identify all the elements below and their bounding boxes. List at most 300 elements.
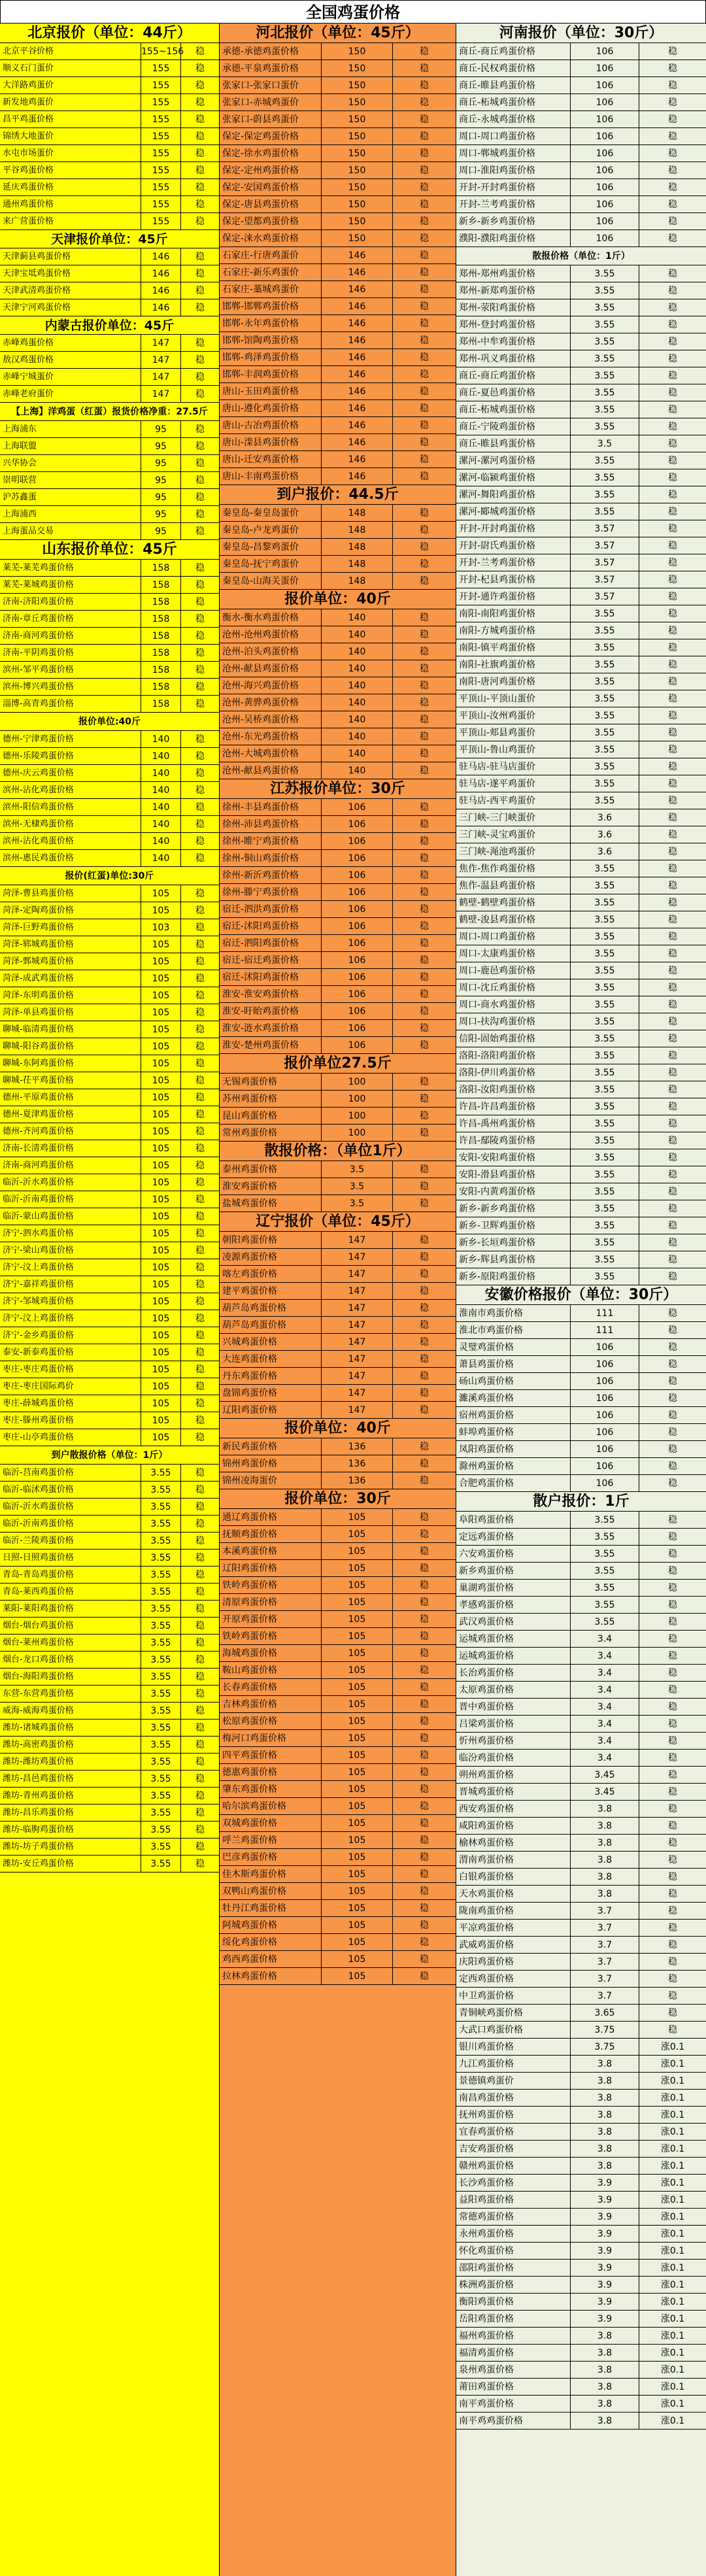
- trend-status: 稳: [195, 1791, 205, 1801]
- location-name: 巴彦鸡蛋价格: [220, 1849, 322, 1865]
- location-name: 呼兰鸡蛋价格: [220, 1832, 322, 1848]
- trend-status: 稳: [420, 1784, 429, 1795]
- location-name: 开封-尉氏鸡蛋价格: [456, 537, 571, 554]
- trend-status: 稳: [195, 1364, 205, 1375]
- price-value: 146: [322, 281, 393, 297]
- price-value: 146: [322, 417, 393, 433]
- price-value: 3.6: [571, 843, 639, 860]
- trend-status: 稳: [420, 1750, 429, 1761]
- price-value: 3.55: [571, 1047, 639, 1064]
- price-value: 3.55: [571, 911, 639, 928]
- price-row: [220, 94, 456, 111]
- price-row: [456, 2107, 706, 2124]
- price-row: [456, 435, 706, 452]
- location-name: 沧州-大城鸡蛋价格: [220, 745, 322, 762]
- trend-status: 涨0.1: [660, 2382, 685, 2392]
- location-name: 青岛-莱西鸡蛋价格: [0, 1584, 141, 1600]
- price-value: 105: [141, 1208, 181, 1225]
- trend-status: 稳: [420, 1235, 429, 1246]
- price-value: 146: [322, 298, 393, 314]
- trend-status: 涨0.1: [660, 2229, 685, 2239]
- price-row: [456, 265, 706, 282]
- price-value: 3.55: [571, 775, 639, 792]
- location-name: 驻马店-遂平鸡蛋价: [456, 775, 571, 792]
- location-name: 烟台-烟台鸡蛋价格: [0, 1618, 141, 1634]
- price-value: 3.55: [141, 1686, 181, 1702]
- price-row: [456, 1767, 706, 1784]
- location-name: 安阳-安阳鸡蛋价格: [456, 1149, 571, 1166]
- price-row: [220, 1509, 456, 1526]
- location-name: 菏泽-定陶鸡蛋价格: [0, 902, 141, 919]
- trend-status: 稳: [420, 1354, 429, 1364]
- price-value: 147: [322, 1266, 393, 1282]
- location-name: 平顶山-平顶山蛋价: [456, 690, 571, 707]
- location-name: 信阳-固始鸡蛋价格: [456, 1030, 571, 1047]
- trend-status: 稳: [668, 320, 677, 330]
- location-name: 泰州鸡蛋价格: [220, 1161, 322, 1178]
- location-name: 永州鸡蛋价格: [456, 2226, 571, 2242]
- price-value: 147: [141, 335, 181, 351]
- price-row: [0, 765, 219, 782]
- section-header: 报价单位：30斤: [220, 1489, 456, 1509]
- trend-status: 稳: [668, 983, 677, 993]
- location-name: 南平鸡鸡蛋价格: [456, 2413, 571, 2429]
- location-name: 徐州-滕宁鸡蛋价格: [220, 884, 322, 900]
- location-name: 洛阳-伊川鸡蛋价格: [456, 1064, 571, 1081]
- price-row: [0, 1516, 219, 1533]
- location-name: 莱芜-莱芜鸡蛋价格: [0, 560, 141, 576]
- price-value: 106: [571, 213, 639, 229]
- trend-status: 稳: [668, 728, 677, 738]
- price-row: [456, 2345, 706, 2362]
- price-row: [0, 455, 219, 472]
- trend-status: 稳: [195, 1347, 205, 1358]
- trend-status: 涨0.1: [660, 2280, 685, 2290]
- trend-status: 稳: [668, 1753, 677, 1763]
- price-row: [456, 1081, 706, 1098]
- price-value: 3.57: [571, 520, 639, 537]
- trend-status: 稳: [668, 1991, 677, 2001]
- price-row: [456, 1356, 706, 1373]
- price-value: 147: [322, 1402, 393, 1418]
- trend-status: 稳: [195, 1093, 205, 1103]
- price-row: [456, 1886, 706, 1903]
- section-header: 天津报价单位：45斤: [0, 230, 219, 248]
- location-name: 潍坊-临朐鸡蛋价格: [0, 1822, 141, 1838]
- price-row: [456, 1716, 706, 1733]
- price-row: [220, 77, 456, 94]
- location-name: 鹤壁-鹤壁鸡蛋价格: [456, 894, 571, 911]
- price-row: [0, 1412, 219, 1429]
- location-name: 沧州-海兴鸡蛋价格: [220, 677, 322, 694]
- location-name: 德州-乐陵鸡蛋价格: [0, 748, 141, 764]
- trend-status: 稳: [420, 63, 429, 74]
- price-value: 146: [322, 332, 393, 348]
- location-name: 三门峡-灵宝鸡蛋价: [456, 826, 571, 843]
- price-row: [456, 1132, 706, 1149]
- trend-status: 稳: [420, 853, 429, 864]
- price-value: 105: [322, 1951, 393, 1967]
- trend-status: 涨0.1: [660, 2076, 685, 2086]
- price-row: [0, 1293, 219, 1310]
- trend-status: 稳: [195, 1519, 205, 1529]
- price-value: 3.55: [571, 384, 639, 401]
- location-name: 邯郸-丰润鸡蛋价格: [220, 366, 322, 382]
- trend-status: 稳: [195, 1672, 205, 1682]
- trend-status: 稳: [195, 80, 205, 91]
- location-name: 宿迁-沭阳鸡蛋价格: [220, 918, 322, 934]
- location-name: 济宁-梁山鸡蛋价格: [0, 1242, 141, 1259]
- price-value: 146: [141, 282, 181, 299]
- price-row: [0, 1089, 219, 1106]
- price-row: [456, 1835, 706, 1852]
- trend-status: 稳: [668, 1376, 677, 1387]
- location-name: 天津宁河鸡蛋价格: [0, 299, 141, 316]
- price-value: 147: [322, 1385, 393, 1401]
- trend-status: 稳: [668, 949, 677, 959]
- trend-status: 稳: [195, 1808, 205, 1818]
- trend-status: 稳: [668, 1342, 677, 1353]
- trend-status: 稳: [195, 1842, 205, 1852]
- location-name: 菏泽-鄄城鸡蛋价格: [0, 953, 141, 970]
- price-value: 3.55: [571, 928, 639, 945]
- trend-status: 稳: [420, 1546, 429, 1557]
- location-name: 保定-徐水鸡蛋价格: [220, 145, 322, 161]
- location-name: 辽阳鸡蛋价格: [220, 1402, 322, 1418]
- location-name: 衡阳鸡蛋价格: [456, 2294, 571, 2310]
- price-value: 106: [322, 850, 393, 866]
- trend-status: 稳: [668, 1940, 677, 1950]
- location-name: 滨州-惠民鸡蛋价格: [0, 850, 141, 866]
- location-name: 临沂-兰陵鸡蛋价格: [0, 1533, 141, 1549]
- price-row: [456, 111, 706, 128]
- price-row: [456, 299, 706, 316]
- price-row: [220, 935, 456, 952]
- price-row: [456, 2124, 706, 2141]
- trend-status: 稳: [668, 864, 677, 874]
- trend-status: 稳: [668, 233, 677, 244]
- location-name: 新乡-长垣鸡蛋价格: [456, 1234, 571, 1251]
- trend-status: 稳: [668, 966, 677, 976]
- trend-status: 稳: [668, 507, 677, 517]
- price-row: [456, 1512, 706, 1529]
- location-name: 赤峰鸡蛋价格: [0, 335, 141, 351]
- trend-status: 稳: [668, 80, 677, 91]
- price-row: [456, 877, 706, 894]
- price-row: [456, 758, 706, 775]
- price-value: 105: [141, 987, 181, 1004]
- location-name: 宿迁-宿迁鸡蛋价格: [220, 952, 322, 968]
- trend-status: 稳: [668, 1770, 677, 1780]
- location-name: 株洲鸡蛋价格: [456, 2277, 571, 2293]
- trend-status: 稳: [195, 1740, 205, 1750]
- location-name: 平顶山-汝州鸡蛋价: [456, 707, 571, 724]
- price-value: 3.55: [571, 1546, 639, 1562]
- price-value: 3.4: [571, 1665, 639, 1681]
- price-value: 140: [322, 711, 393, 728]
- trend-status: 稳: [668, 813, 677, 823]
- location-name: 许昌-许昌鸡蛋价格: [456, 1098, 571, 1115]
- location-name: 濮阳-濮阳鸡蛋价格: [456, 230, 571, 246]
- price-row: [220, 230, 456, 247]
- price-row: [0, 299, 219, 316]
- price-value: 3.55: [141, 1805, 181, 1821]
- price-value: 3.55: [141, 1533, 181, 1549]
- trend-status: 稳: [195, 1008, 205, 1018]
- price-row: [456, 1954, 706, 1971]
- price-row: [0, 970, 219, 987]
- trend-status: 稳: [420, 182, 429, 193]
- price-value: 155: [141, 60, 181, 76]
- price-row: [220, 298, 456, 315]
- price-value: 3.45: [571, 1767, 639, 1783]
- trend-status: 稳: [668, 1034, 677, 1044]
- trend-status: 稳: [420, 301, 429, 312]
- price-row: [456, 1733, 706, 1750]
- location-name: 新乡-卫辉鸡蛋价格: [456, 1217, 571, 1234]
- price-value: 146: [322, 247, 393, 263]
- location-name: 漯河-舞阳鸡蛋价格: [456, 486, 571, 503]
- trend-status: 稳: [668, 626, 677, 636]
- location-name: 保定-安国鸡蛋价格: [220, 179, 322, 195]
- location-name: 益阳鸡蛋价格: [456, 2192, 571, 2208]
- location-name: 南平鸡蛋价格: [456, 2396, 571, 2412]
- price-value: 3.55: [141, 1567, 181, 1583]
- location-name: 济南-平阴鸡蛋价格: [0, 645, 141, 661]
- price-value: 3.57: [571, 571, 639, 588]
- price-value: 106: [322, 952, 393, 968]
- price-row: [0, 1567, 219, 1584]
- trend-status: 稳: [668, 1736, 677, 1746]
- price-value: 3.9: [571, 2260, 639, 2276]
- location-name: 郑州-登封鸡蛋价格: [456, 316, 571, 333]
- trend-status: 稳: [668, 898, 677, 908]
- trend-status: 稳: [420, 542, 429, 552]
- price-row: [456, 2209, 706, 2226]
- price-row: [456, 1013, 706, 1030]
- price-value: 3.55: [141, 1788, 181, 1804]
- location-name: 滨州-沾化鸡蛋价格: [0, 782, 141, 798]
- location-name: 承德-平泉鸡蛋价格: [220, 60, 322, 76]
- price-value: 3.55: [141, 1601, 181, 1617]
- trend-status: 稳: [195, 114, 205, 125]
- price-value: 3.8: [571, 1801, 639, 1817]
- price-value: 155: [141, 94, 181, 110]
- price-value: 140: [141, 748, 181, 764]
- trend-status: 稳: [420, 819, 429, 830]
- location-name: 商丘-睢县鸡蛋价格: [456, 77, 571, 93]
- price-row: [220, 1283, 456, 1300]
- price-value: 3.55: [571, 1064, 639, 1081]
- trend-status: 稳: [195, 889, 205, 899]
- price-value: 105: [141, 1038, 181, 1055]
- price-row: [0, 248, 219, 265]
- location-name: 石家庄-行唐鸡蛋价: [220, 247, 322, 263]
- price-value: 3.55: [141, 1618, 181, 1634]
- price-row: [220, 451, 456, 468]
- trend-status: 稳: [420, 647, 429, 657]
- price-value: 106: [571, 1424, 639, 1440]
- price-row: [220, 111, 456, 128]
- price-value: 3.55: [571, 1512, 639, 1528]
- section-header: 到户散报价格（单位：1斤）: [0, 1446, 219, 1465]
- trend-status: 稳: [668, 405, 677, 415]
- location-name: 周口-郸城鸡蛋价格: [456, 145, 571, 161]
- price-value: 158: [141, 560, 181, 576]
- trend-status: 稳: [195, 819, 205, 830]
- price-value: 105: [141, 1293, 181, 1310]
- price-row: [456, 94, 706, 111]
- section-header: 辽宁报价（单位：45斤）: [220, 1212, 456, 1232]
- trend-status: 稳: [420, 1869, 429, 1880]
- price-value: 158: [141, 594, 181, 610]
- price-value: 136: [322, 1472, 393, 1489]
- trend-status: 稳: [668, 745, 677, 755]
- price-value: 148: [322, 573, 393, 589]
- price-row: [0, 1429, 219, 1446]
- location-name: 枣庄-薛城鸡蛋价格: [0, 1395, 141, 1412]
- trend-status: 稳: [420, 1077, 429, 1087]
- price-value: 3.55: [571, 367, 639, 384]
- location-name: 衡水-衡水鸡蛋价格: [220, 609, 322, 626]
- price-value: 3.4: [571, 1631, 639, 1647]
- price-value: 3.9: [571, 2277, 639, 2293]
- location-name: 抚州鸡蛋价格: [456, 2107, 571, 2123]
- trend-status: 稳: [195, 303, 205, 313]
- trend-status: 稳: [668, 1855, 677, 1865]
- price-value: 3.55: [571, 1529, 639, 1545]
- price-value: 105: [141, 970, 181, 987]
- trend-status: 稳: [420, 1580, 429, 1591]
- location-name: 秦皇岛-秦皇岛蛋价: [220, 505, 322, 521]
- trend-status: 稳: [420, 1597, 429, 1608]
- price-value: 155: [141, 196, 181, 212]
- price-value: 3.4: [571, 1750, 639, 1766]
- trend-status: 稳: [668, 1359, 677, 1370]
- price-value: 105: [322, 1577, 393, 1593]
- location-name: 朔州鸡蛋价格: [456, 1767, 571, 1783]
- location-name: 凤阳鸡蛋价格: [456, 1441, 571, 1457]
- trend-status: 稳: [668, 1872, 677, 1882]
- price-row: [456, 2090, 706, 2107]
- price-value: 106: [322, 799, 393, 815]
- trend-status: 稳: [668, 1685, 677, 1695]
- location-name: 中卫鸡蛋价格: [456, 1988, 571, 2004]
- location-name: 盘锦鸡蛋价格: [220, 1385, 322, 1401]
- price-value: 106: [322, 935, 393, 951]
- trend-status: 稳: [668, 1838, 677, 1848]
- price-row: [220, 952, 456, 969]
- trend-status: 涨0.1: [660, 2161, 685, 2171]
- trend-status: 稳: [668, 1804, 677, 1814]
- trend-status: 稳: [668, 1461, 677, 1472]
- location-name: 开封-兰考鸡蛋价格: [456, 196, 571, 212]
- trend-status: 稳: [420, 97, 429, 108]
- trend-status: 稳: [668, 541, 677, 551]
- trend-status: 稳: [195, 131, 205, 142]
- location-name: 葫芦岛鸡蛋价格: [220, 1317, 322, 1333]
- price-row: [456, 1665, 706, 1682]
- location-name: 德州-夏津鸡蛋价格: [0, 1106, 141, 1123]
- trend-status: 稳: [195, 148, 205, 159]
- price-value: 105: [322, 1560, 393, 1576]
- trend-status: 稳: [420, 1563, 429, 1574]
- price-value: 106: [322, 1037, 393, 1053]
- trend-status: 涨0.1: [660, 2246, 685, 2256]
- price-value: 146: [141, 248, 181, 265]
- price-row: [220, 417, 456, 434]
- price-value: 105: [141, 1191, 181, 1208]
- price-row: [220, 1696, 456, 1713]
- trend-status: 稳: [668, 354, 677, 364]
- price-row: [456, 1631, 706, 1648]
- location-name: 许昌-鄢陵鸡蛋价格: [456, 1132, 571, 1149]
- price-value: 140: [141, 782, 181, 798]
- trend-status: 稳: [195, 580, 205, 590]
- price-value: 3.55: [571, 1149, 639, 1166]
- trend-status: 稳: [420, 681, 429, 691]
- price-row: [0, 1737, 219, 1754]
- price-row: [456, 2158, 706, 2175]
- location-name: 四平鸡蛋价格: [220, 1747, 322, 1763]
- price-row: [220, 539, 456, 556]
- price-value: 3.55: [141, 1737, 181, 1753]
- price-value: 3.4: [571, 1733, 639, 1749]
- price-row: [220, 1832, 456, 1849]
- price-row: [220, 1091, 456, 1108]
- price-row: [0, 1004, 219, 1021]
- price-value: 3.55: [571, 639, 639, 656]
- price-row: [220, 986, 456, 1003]
- location-name: 滨州-邹平鸡蛋价格: [0, 662, 141, 678]
- price-row: [456, 1529, 706, 1546]
- price-row: [0, 1533, 219, 1550]
- price-value: 105: [141, 1106, 181, 1123]
- price-value: 106: [571, 1475, 639, 1491]
- trend-status: 稳: [420, 1388, 429, 1398]
- price-value: 140: [322, 609, 393, 626]
- price-row: [220, 522, 456, 539]
- price-row: [0, 987, 219, 1004]
- price-row: [456, 1373, 706, 1390]
- trend-status: 稳: [195, 751, 205, 762]
- price-row: [0, 1055, 219, 1072]
- price-row: [0, 1174, 219, 1191]
- price-value: 158: [141, 628, 181, 644]
- price-row: [456, 43, 706, 60]
- price-row: [220, 1645, 456, 1662]
- trend-status: 稳: [420, 836, 429, 847]
- middle-column: [220, 24, 456, 2576]
- location-name: 鸡西鸡蛋价格: [220, 1951, 322, 1967]
- price-row: [456, 401, 706, 418]
- price-value: 140: [141, 765, 181, 781]
- trend-status: 稳: [668, 1308, 677, 1319]
- trend-status: 稳: [420, 233, 429, 244]
- location-name: 烟台-海阳鸡蛋价格: [0, 1669, 141, 1685]
- location-name: 潍坊-高密鸡蛋价格: [0, 1737, 141, 1753]
- trend-status: 稳: [668, 1957, 677, 1967]
- trend-status: 稳: [195, 768, 205, 779]
- price-value: 3.55: [141, 1771, 181, 1787]
- price-row: [456, 1801, 706, 1818]
- price-value: 3.57: [571, 588, 639, 605]
- trend-status: 稳: [195, 338, 205, 348]
- trend-status: 稳: [420, 403, 429, 414]
- price-row: [0, 1140, 219, 1157]
- location-name: 通州鸡蛋价格: [0, 196, 141, 212]
- price-value: 105: [322, 1543, 393, 1559]
